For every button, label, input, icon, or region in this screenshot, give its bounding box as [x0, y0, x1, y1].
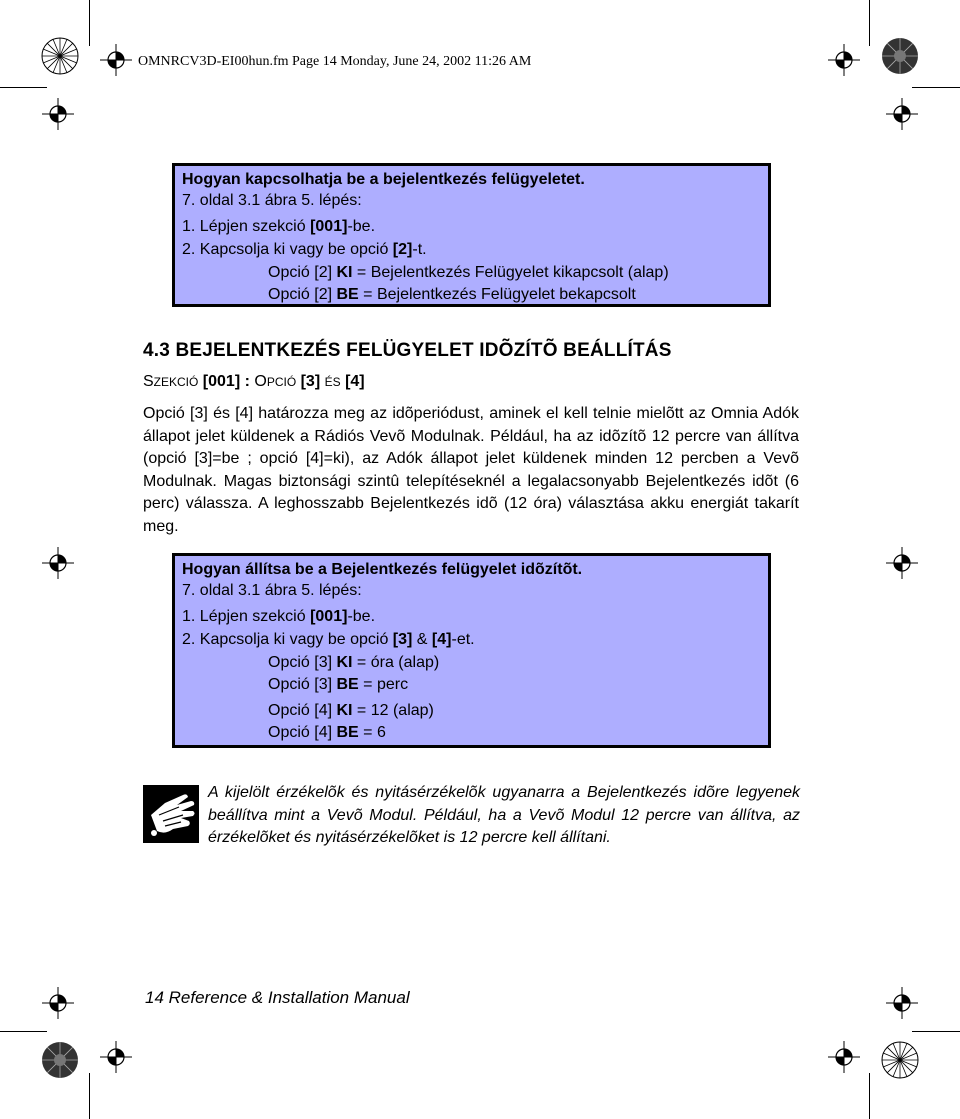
section-title: 4.3 BEJELENTKEZÉS FELÜGYELET IDÕZÍTÕ BEÁLLÍTÁS [143, 340, 672, 361]
step-text: -be. [347, 218, 376, 235]
pointing-hand-icon [143, 785, 199, 843]
option-key: KI [336, 702, 353, 719]
step-text: 2. Kapcsolja ki vagy be opció [182, 631, 393, 648]
crop-line [912, 87, 960, 88]
box-step-1 [182, 606, 375, 627]
box-option-3-on [268, 674, 408, 695]
starburst-registration-icon [880, 1040, 920, 1080]
option-key: KI [336, 264, 353, 281]
smallcaps-text: PCIÓ [266, 375, 297, 389]
step-text: 1. Lépjen szekció [182, 218, 311, 235]
option-text: Opció [3] [268, 676, 337, 693]
step-code: [001] [310, 608, 348, 625]
option-key: BE [336, 676, 359, 693]
crop-line [0, 87, 47, 88]
crop-line [869, 0, 870, 46]
box-step-2 [182, 629, 475, 650]
section-code: [3] [296, 373, 325, 390]
section-code: [001] : [198, 373, 255, 390]
crosshair-target-icon [886, 987, 918, 1019]
crosshair-target-icon [886, 547, 918, 579]
crop-line [0, 1031, 47, 1032]
note-text: A kijelölt érzékelõk és nyitásérzékelõk ugyanarra a Bejelentkezés idõre legyenek beállítva mint a Vevõ Modul. Például, ha a Vevõ Modul 12 percre van állítva, az érzékelõket és nyitásérzékelõket is 12 percre kell állítani. [208, 784, 800, 846]
option-text: Opció [4] [268, 724, 337, 741]
section-code: [4] [340, 373, 365, 390]
filled-registration-icon [40, 1040, 80, 1080]
option-text: = Bejelentkezés Felügyelet kikapcsolt (alap) [352, 264, 669, 281]
box-title: Hogyan kapcsolhatja be a bejelentkezés felügyeletet. [182, 171, 585, 188]
option-text: Opció [4] [268, 702, 337, 719]
section-subtitle [143, 373, 365, 391]
option-text: = óra (alap) [352, 654, 440, 671]
box-option-4-off [268, 700, 434, 721]
crosshair-target-icon [100, 44, 132, 76]
step-text: -et. [451, 631, 475, 648]
box-step-1 [182, 216, 375, 237]
smallcaps-text: ZEKCIÓ [153, 375, 199, 389]
step-text: & [412, 631, 432, 648]
step-code: [2] [392, 241, 413, 258]
crosshair-target-icon [42, 98, 74, 130]
option-text: = perc [358, 676, 409, 693]
option-key: BE [336, 724, 359, 741]
box-option-on [268, 284, 636, 305]
smallcaps-initial: O [254, 373, 267, 390]
option-text: Opció [2] [268, 286, 337, 303]
crop-line [912, 1031, 960, 1032]
step-text: -t. [412, 241, 427, 258]
starburst-registration-icon [40, 36, 80, 76]
crosshair-target-icon [100, 1041, 132, 1073]
option-key: KI [336, 654, 353, 671]
box-reference: 7. oldal 3.1 ábra 5. lépés: [182, 192, 362, 209]
crosshair-target-icon [42, 547, 74, 579]
crosshair-target-icon [42, 987, 74, 1019]
step-text: -be. [347, 608, 376, 625]
box-option-3-off [268, 652, 439, 673]
crop-line [869, 1073, 870, 1119]
step-code: [001] [310, 218, 348, 235]
option-key: BE [336, 286, 359, 303]
step-code: [3] [392, 631, 413, 648]
box-option-4-on [268, 722, 386, 743]
smallcaps-initial: S [143, 373, 154, 390]
crop-line [89, 0, 90, 46]
step-text: 1. Lépjen szekció [182, 608, 311, 625]
section-paragraph: Opció [3] és [4] határozza meg az idõperiódust, aminek el kell telnie mielõtt az Omnia Adók állapot jelet küldenek a Rádiós Vevõ Modulnak. Például, ha az idõzítõ 12 percre van állítva (opció [3]=be ; opció [4]=ki), az Adók állapot jelet küldenek minden 12 percben a Vevõ Modulnak. Magas biztonsági szintû telepítéseknél a legalacsonyabb Bejelentkezés idõt (6 perc) válassza. A leghosszabb Bejelentkezés idõ (12 óra) választása akku energiát takarít meg. [143, 405, 799, 535]
crop-line [89, 1073, 90, 1119]
option-text: = 6 [358, 724, 386, 741]
box-option-off [268, 262, 669, 283]
box-title: Hogyan állítsa be a Bejelentkezés felügyelet idõzítõt. [182, 561, 583, 578]
box-reference: 7. oldal 3.1 ábra 5. lépés: [182, 582, 362, 599]
crosshair-target-icon [886, 98, 918, 130]
filled-registration-icon [880, 36, 920, 76]
step-code: [4] [431, 631, 452, 648]
page-footer: 14 Reference & Installation Manual [145, 988, 410, 1007]
instruction-box-timer-setup [172, 553, 771, 748]
step-text: 2. Kapcsolja ki vagy be opció [182, 241, 393, 258]
crosshair-target-icon [828, 44, 860, 76]
crosshair-target-icon [828, 1041, 860, 1073]
smallcaps-text: ÉS [324, 375, 341, 389]
option-text: Opció [3] [268, 654, 337, 671]
option-text: Opció [2] [268, 264, 337, 281]
instruction-box-supervision-enable [172, 163, 771, 307]
option-text: = 12 (alap) [352, 702, 434, 719]
option-text: = Bejelentkezés Felügyelet bekapcsolt [358, 286, 636, 303]
fm-header-line: OMNRCV3D-EI00hun.fm Page 14 Monday, June 24, 2002 11:26 AM [138, 54, 532, 69]
box-step-2 [182, 239, 427, 260]
